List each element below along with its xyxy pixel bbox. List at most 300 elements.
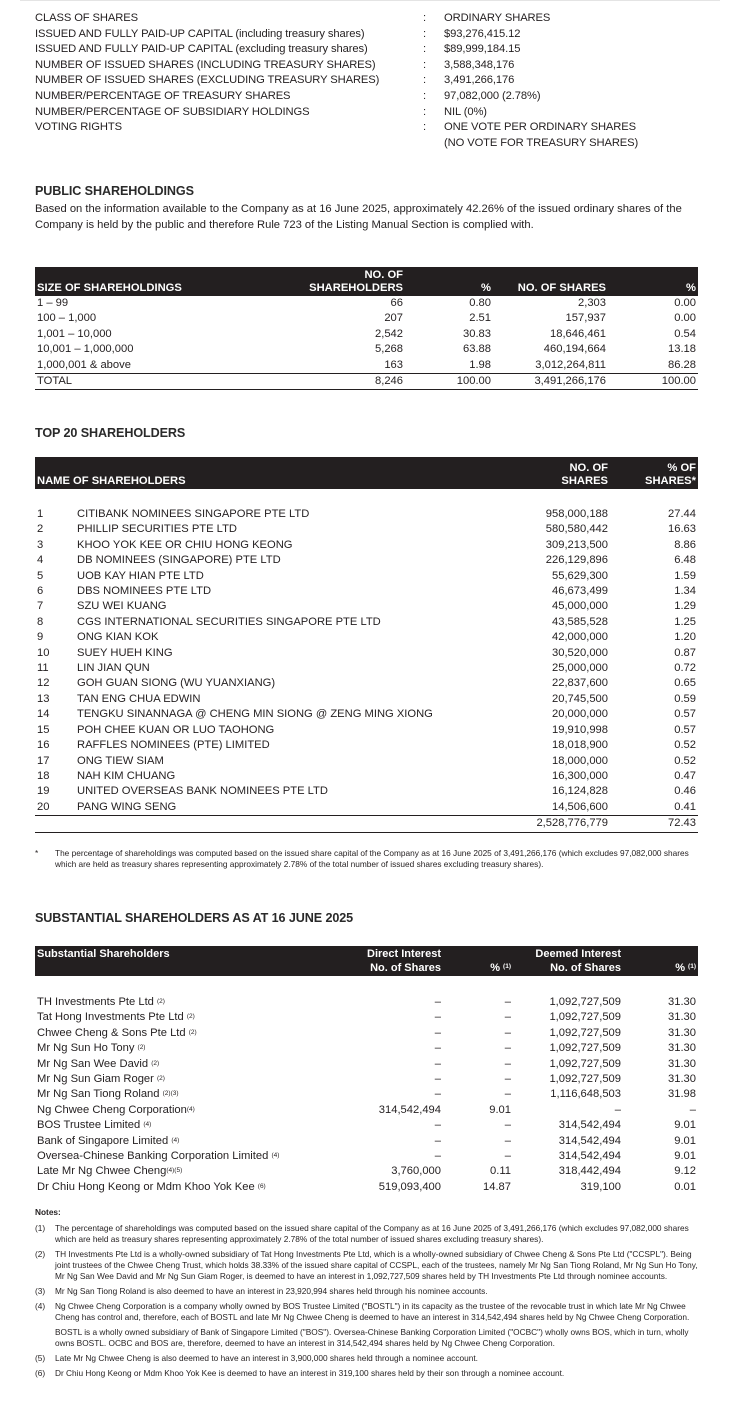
table-row xyxy=(35,800,698,816)
shareholder-name: Late Mr Ng Chwee Cheng xyxy=(37,1165,167,1178)
info-value: 97,082,000 (2.78%) xyxy=(444,89,541,102)
cell-shares: 460,194,664 xyxy=(543,343,606,356)
table-row xyxy=(35,311,698,326)
cell-holders: 207 xyxy=(384,312,403,325)
table-row xyxy=(35,1180,698,1195)
cell-shares: 19,910,998 xyxy=(552,723,608,736)
cell-deemed: 319,100 xyxy=(580,1180,621,1193)
note-item xyxy=(35,1368,700,1379)
cell-shares: 226,129,896 xyxy=(545,554,608,567)
cell-rank: 11 xyxy=(37,662,49,675)
cell-shares: 42,000,000 xyxy=(552,631,608,644)
header-size: SIZE OF SHAREHOLDINGS xyxy=(35,267,235,296)
cell-pct2: 0.00 xyxy=(674,312,696,325)
cell-name: RAFFLES NOMINEES (PTE) LIMITED xyxy=(77,739,270,752)
note-ref: (2) xyxy=(157,1075,165,1083)
note-paragraph: Dr Chiu Hong Keong or Mdm Khoo Yok Kee is deemed to have an interest in 319,100 shares held by their son through a nominee account. xyxy=(55,1368,565,1378)
cell-name: KHOO YOK KEE OR CHIU HONG KEONG xyxy=(77,538,293,551)
cell-deemed: 1,092,727,509 xyxy=(549,1057,621,1070)
cell-direct: – xyxy=(434,1026,441,1039)
total-shares: 2,528,776,779 xyxy=(475,816,610,832)
header-direct-shares: Direct Interest No. of Shares xyxy=(325,946,443,976)
note-item xyxy=(35,1286,700,1297)
cell-pct: 0.72 xyxy=(674,662,696,675)
cell-direct-pct: – xyxy=(504,1134,511,1147)
shareholder-name: Ng Chwee Cheng Corporation xyxy=(37,1103,187,1116)
table-row xyxy=(35,661,698,676)
cell-name xyxy=(35,1087,325,1102)
cell-pct: 0.47 xyxy=(674,769,696,782)
cell-deemed: 318,442,494 xyxy=(558,1165,621,1178)
cell-size: 100 – 1,000 xyxy=(37,312,97,325)
cell-shares: 45,000,000 xyxy=(552,600,608,613)
top-divider xyxy=(20,0,720,1)
cell-shares: 20,745,500 xyxy=(552,692,608,705)
cell-pct: 8.86 xyxy=(674,538,696,551)
cell-name: CITIBANK NOMINEES SINGAPORE PTE LTD xyxy=(77,508,310,520)
cell-direct-pct: – xyxy=(504,1011,511,1024)
cell-name xyxy=(35,1010,325,1025)
cell-pct: 6.48 xyxy=(674,554,696,567)
cell-deemed-pct: 31.30 xyxy=(668,1011,696,1024)
cell-direct-pct: – xyxy=(504,1073,511,1086)
info-label: ISSUED AND FULLY PAID-UP CAPITAL (including treasury shares) xyxy=(35,27,365,40)
info-label: NUMBER/PERCENTAGE OF SUBSIDIARY HOLDINGS xyxy=(35,105,310,118)
table-row xyxy=(35,522,698,537)
table-row xyxy=(35,1072,698,1087)
info-value: NIL (0%) xyxy=(444,105,487,118)
shareholder-name: Mr Ng Sun Ho Tony xyxy=(37,1042,138,1055)
note-item xyxy=(35,1353,700,1364)
info-label: NUMBER OF ISSUED SHARES (INCLUDING TREASURY SHARES) xyxy=(35,58,376,71)
cell-deemed-pct: 9.12 xyxy=(674,1165,696,1178)
table-row xyxy=(35,676,698,691)
cell-name: UOB KAY HIAN PTE LTD xyxy=(77,569,204,582)
note-body xyxy=(55,1223,700,1245)
note-ref: (2) xyxy=(157,998,165,1005)
table-row xyxy=(35,1026,698,1041)
top20-footnote: * The percentage of shareholdings was computed based on the issued share capital of the Company as at 16 June 2025 of 3,491,266,176 (which excludes 97,082,000 shares which are held as treasury shares representing approximately 2.78% of the total number of issued shares excluding treasury shares). xyxy=(35,848,689,869)
cell-pct: 0.59 xyxy=(674,692,696,705)
total-row xyxy=(35,816,698,832)
cell-size: 1,000,001 & above xyxy=(35,358,235,374)
shareholder-name: Mr Ng San Wee David xyxy=(37,1057,152,1070)
cell-deemed: 314,542,494 xyxy=(558,1119,621,1132)
cell-pct: 0.46 xyxy=(674,785,696,798)
info-label: ISSUED AND FULLY PAID-UP CAPITAL (excluding treasury shares) xyxy=(35,43,368,56)
cell-rank: 19 xyxy=(37,785,50,798)
note-ref: (4) xyxy=(186,1105,195,1113)
note-body xyxy=(55,1249,700,1282)
cell-deemed: – xyxy=(614,1103,621,1116)
note-ref: (4) xyxy=(271,1152,280,1160)
table-row xyxy=(35,342,698,357)
cell-deemed-pct: 31.30 xyxy=(668,1073,696,1086)
cell-shares: 309,213,500 xyxy=(545,538,608,551)
cell-rank: 18 xyxy=(37,769,50,782)
info-value: $89,999,184.15 xyxy=(444,43,521,56)
shareholder-name: Tat Hong Investments Pte Ltd xyxy=(37,1011,187,1024)
note-ref: (2) xyxy=(151,1059,160,1067)
cell-rank: 5 xyxy=(37,569,44,582)
note-item xyxy=(35,1223,700,1245)
cell-pct: 0.52 xyxy=(674,739,696,752)
cell-pct1: 1.98 xyxy=(405,358,493,374)
table-row xyxy=(35,769,698,784)
spacer-row xyxy=(35,976,698,995)
cell-pct: 0.41 xyxy=(610,800,698,816)
note-ref: (6) xyxy=(257,1182,266,1190)
cell-size: 1,001 – 10,000 xyxy=(37,327,112,340)
cell-deemed: 1,092,727,509 xyxy=(549,1026,621,1039)
info-row xyxy=(35,73,715,89)
cell-shares: 55,629,300 xyxy=(552,569,608,582)
cell-rank: 4 xyxy=(37,554,44,567)
table-header xyxy=(35,267,698,296)
info-colon: : xyxy=(423,121,427,134)
table-row xyxy=(35,358,698,374)
shareholder-name: Chwee Cheng & Sons Pte Ltd xyxy=(37,1026,189,1039)
cell-holders: 2,542 xyxy=(375,327,403,340)
public-shareholdings-text: Based on the information available to the Company as at 16 June 2025, approximately 42.26% of the issued ordinary shares of the Company is held by the public and therefore Rule 723 of the Listing Manual Section is complied with. xyxy=(35,203,682,231)
cell-direct-pct: – xyxy=(504,996,511,1008)
cell-rank: 16 xyxy=(37,739,50,752)
total-pct: 72.43 xyxy=(610,816,698,832)
shareholding-distribution-table xyxy=(35,267,698,390)
table-row xyxy=(35,1041,698,1056)
cell-rank: 13 xyxy=(37,692,50,705)
cell-rank: 6 xyxy=(37,585,44,598)
cell-name xyxy=(35,1134,325,1149)
top20-title: TOP 20 SHAREHOLDERS xyxy=(35,426,186,440)
cell-deemed-pct: 31.30 xyxy=(668,1026,696,1039)
cell-pct: 0.65 xyxy=(674,677,696,690)
cell-name: ONG KIAN KOK xyxy=(77,631,159,644)
shareholder-name: Bank of Singapore Limited xyxy=(37,1134,172,1147)
cell-rank: 3 xyxy=(37,538,44,551)
info-row xyxy=(35,136,715,152)
cell-pct1: 63.88 xyxy=(463,343,491,356)
cell-name: SUEY HUEH KING xyxy=(77,646,173,659)
info-value: ORDINARY SHARES xyxy=(444,12,551,24)
table-row xyxy=(35,692,698,707)
cell-direct: 519,093,400 xyxy=(378,1180,441,1193)
spacer-row xyxy=(35,489,698,507)
total-holders: 8,246 xyxy=(235,374,405,390)
table-row xyxy=(35,507,698,522)
header-direct-pct: % $^{(1)}$ xyxy=(443,946,513,976)
cell-pct: 27.44 xyxy=(668,508,696,520)
header-holders: NO. OF SHAREHOLDERS xyxy=(235,267,405,296)
cell-pct: 0.57 xyxy=(674,708,696,721)
cell-pct: 0.87 xyxy=(674,646,696,659)
total-shares: 3,491,266,176 xyxy=(493,374,608,390)
header-shares: NO. OF SHARES xyxy=(475,457,610,489)
note-ref: (2) xyxy=(137,1044,146,1052)
cell-shares: 3,012,264,811 xyxy=(493,358,608,374)
cell-rank: 15 xyxy=(37,723,50,736)
cell-pct: 16.63 xyxy=(668,523,696,536)
cell-direct: – xyxy=(434,1011,441,1024)
table-row xyxy=(35,584,698,599)
note-ref: (2) xyxy=(188,1028,197,1036)
total-size: TOTAL xyxy=(35,374,235,390)
cell-direct: – xyxy=(434,1088,441,1101)
cell-shares: 20,000,000 xyxy=(552,708,608,721)
info-colon: : xyxy=(423,43,427,56)
info-row xyxy=(35,27,715,43)
note-body xyxy=(55,1286,488,1297)
cell-pct: 1.25 xyxy=(674,615,696,628)
table-row xyxy=(35,784,698,799)
cell-name xyxy=(35,1057,325,1072)
header-deemed-shares: Deemed Interest No. of Shares xyxy=(513,946,623,976)
info-colon: : xyxy=(423,74,427,87)
cell-rank: 9 xyxy=(37,631,44,644)
cell-direct-pct: – xyxy=(504,1119,511,1132)
cell-deemed-pct: 9.01 xyxy=(674,1119,696,1132)
table-row xyxy=(35,615,698,630)
info-row xyxy=(35,105,715,121)
cell-name: ONG TIEW SIAM xyxy=(77,754,164,767)
shareholder-name: TH Investments Pte Ltd xyxy=(37,996,158,1008)
note-ref: (4)(5) xyxy=(166,1167,183,1175)
header-shares: NO. OF SHARES xyxy=(493,267,608,296)
info-value: (NO VOTE FOR TREASURY SHARES) xyxy=(444,136,639,149)
info-value: ONE VOTE PER ORDINARY SHARES xyxy=(444,121,636,134)
cell-name: TENGKU SINANNAGA @ CHENG MIN SIONG @ ZENG MING XIONG xyxy=(77,708,433,721)
cell-name: PANG WING SENG xyxy=(75,800,475,816)
cell-deemed-pct: – xyxy=(689,1103,696,1116)
cell-name xyxy=(35,1103,325,1118)
cell-name: POH CHEE KUAN OR LUO TAOHONG xyxy=(77,723,275,736)
note-number: (4) xyxy=(35,1301,46,1311)
note-body xyxy=(55,1301,700,1349)
note-paragraph: The percentage of shareholdings was computed based on the issued share capital of the Company as at 16 June 2025 of 3,491,266,176 (which excludes 97,082,000 shares which are held as treasury shares representing approximately 2.78% of the total number of issued shares excluding treasury shares). xyxy=(55,1223,689,1244)
note-item xyxy=(35,1301,700,1349)
info-value: $93,276,415.12 xyxy=(444,27,521,40)
table-row xyxy=(35,754,698,769)
header-pct-shares: % xyxy=(608,267,698,296)
cell-pct2: 0.54 xyxy=(674,327,696,340)
table-row xyxy=(35,538,698,553)
cell-rank: 10 xyxy=(37,646,50,659)
public-shareholdings-title: PUBLIC SHAREHOLDINGS xyxy=(35,184,194,198)
cell-size: 1 – 99 xyxy=(37,297,69,309)
cell-pct1: 2.51 xyxy=(469,312,491,325)
note-ref: (2)(3) xyxy=(162,1090,179,1098)
cell-shares: 2,303 xyxy=(578,297,606,309)
header-name: Substantial Shareholders xyxy=(35,946,325,976)
table-row xyxy=(35,1057,698,1072)
cell-rank: 12 xyxy=(37,677,50,690)
cell-name: LIN JIAN QUN xyxy=(77,662,150,675)
shareholder-name: Oversea-Chinese Banking Corporation Limited xyxy=(37,1150,272,1163)
table-row xyxy=(35,995,698,1010)
cell-name xyxy=(35,1072,325,1087)
cell-deemed-pct: 0.01 xyxy=(674,1180,696,1193)
table-row xyxy=(35,1087,698,1102)
cell-pct2: 13.18 xyxy=(668,343,696,356)
notes-title: Notes: xyxy=(35,1207,61,1217)
cell-holders: 5,268 xyxy=(375,343,403,356)
cell-direct-pct: 0.11 xyxy=(490,1165,511,1178)
notes-section xyxy=(35,1207,700,1383)
cell-pct: 1.20 xyxy=(674,631,696,644)
cell-direct-pct: – xyxy=(504,1026,511,1039)
cell-shares: 580,580,442 xyxy=(545,523,608,536)
cell-deemed-pct: 31.30 xyxy=(668,1042,696,1055)
cell-name: PHILLIP SECURITIES PTE LTD xyxy=(77,523,237,536)
cell-shares: 25,000,000 xyxy=(552,662,608,675)
table-row xyxy=(35,630,698,645)
note-item xyxy=(35,1249,700,1282)
cell-direct-pct: 9.01 xyxy=(489,1103,511,1116)
cell-rank: 17 xyxy=(37,754,50,767)
cell-rank: 14 xyxy=(37,708,50,721)
cell-direct: – xyxy=(434,1134,441,1147)
table-row xyxy=(35,1149,698,1164)
cell-name: NAH KIM CHUANG xyxy=(77,769,176,782)
cell-direct: – xyxy=(434,1073,441,1086)
cell-pct: 0.57 xyxy=(674,723,696,736)
cell-direct: – xyxy=(434,1042,441,1055)
cell-direct: – xyxy=(434,1057,441,1070)
substantial-title: SUBSTANTIAL SHAREHOLDERS AS AT 16 JUNE 2025 xyxy=(35,911,354,925)
table-row xyxy=(35,1118,698,1133)
total-pct1: 100.00 xyxy=(405,374,493,390)
table-row xyxy=(35,1164,698,1179)
info-label: VOTING RIGHTS xyxy=(35,121,122,134)
note-ref: (4) xyxy=(171,1136,180,1144)
header-pct-holders: % xyxy=(405,267,493,296)
cell-name xyxy=(35,1164,325,1179)
note-number: (1) xyxy=(35,1223,46,1233)
cell-deemed-pct: 31.30 xyxy=(668,1057,696,1070)
cell-deemed: 314,542,494 xyxy=(558,1150,621,1163)
cell-direct-pct: – xyxy=(504,1088,511,1101)
cell-pct: 0.52 xyxy=(674,754,696,767)
cell-name: SZU WEI KUANG xyxy=(77,600,167,613)
cell-pct2: 86.28 xyxy=(608,358,698,374)
header-deemed-pct: % $^{(1)}$ xyxy=(623,946,698,976)
cell-direct: 3,760,000 xyxy=(391,1165,441,1178)
cell-name: GOH GUAN SIONG (WU YUANXIANG) xyxy=(77,677,276,690)
cell-deemed-pct: 9.01 xyxy=(674,1134,696,1147)
cell-direct-pct: – xyxy=(504,1042,511,1055)
note-number: (6) xyxy=(35,1368,46,1378)
cell-direct: – xyxy=(434,996,441,1008)
cell-pct1: 0.80 xyxy=(469,297,491,309)
cell-deemed: 1,116,648,503 xyxy=(550,1088,621,1101)
cell-shares: 157,937 xyxy=(565,312,606,325)
info-row xyxy=(35,120,715,136)
table-header xyxy=(35,457,698,489)
cell-shares: 43,585,528 xyxy=(552,615,608,628)
note-paragraph: Ng Chwee Cheng Corporation is a company wholly owned by BOS Trustee Limited ("BOSTL") in its capacity as the trustee of the revocable trust in which late Mr Ng Chwee Cheng has control and, therefore, each of BOSTL and late Mr Ng Chwee Cheng is deemed to have an interest in 314,542,494 shares held by Ng Chwee Cheng Corporation. xyxy=(55,1301,690,1322)
cell-shares: 46,673,499 xyxy=(552,585,608,598)
cell-direct-pct: 14.87 xyxy=(483,1180,511,1193)
table-row xyxy=(35,569,698,584)
cell-direct: – xyxy=(434,1119,441,1132)
info-value: 3,491,266,176 xyxy=(444,74,515,87)
cell-pct1: 30.83 xyxy=(463,327,491,340)
cell-name xyxy=(35,1041,325,1056)
cell-deemed: 1,092,727,509 xyxy=(549,996,621,1008)
cell-direct: 314,542,494 xyxy=(378,1103,441,1116)
table-row xyxy=(35,599,698,614)
info-label: NUMBER OF ISSUED SHARES (EXCLUDING TREASURY SHARES) xyxy=(35,74,380,87)
info-row xyxy=(35,89,715,105)
table-row xyxy=(35,1103,698,1118)
info-label: CLASS OF SHARES xyxy=(35,12,138,24)
note-number: (2) xyxy=(35,1249,46,1259)
shareholder-name: Dr Chiu Hong Keong or Mdm Khoo Yok Kee xyxy=(37,1180,258,1193)
info-colon xyxy=(423,136,444,152)
info-label: NUMBER/PERCENTAGE OF TREASURY SHARES xyxy=(35,89,291,102)
note-paragraph: Late Mr Ng Chwee Cheng is also deemed to have an interest in 3,900,000 shares held through a nominee account. xyxy=(55,1353,478,1363)
note-ref: (4) xyxy=(143,1121,152,1129)
table-row xyxy=(35,1134,698,1149)
cell-name: DB NOMINEES (SINGAPORE) PTE LTD xyxy=(77,554,281,567)
header-pct: % OF SHARES* xyxy=(610,457,698,489)
cell-direct: – xyxy=(434,1150,441,1163)
total-pct2: 100.00 xyxy=(608,374,698,390)
substantial-shareholders-table xyxy=(35,946,698,1195)
note-paragraph: BOSTL is a wholly owned subsidiary of Bank of Singapore Limited ("BOS"). Oversea-Chinese Banking Corporation Limited ("OCBC") wholly owns BOS, which in turn, wholly owns BOSTL. OCBC and BOS are, therefore, deemed to have an interest in 314,542,494 shares held by Ng Chwee Cheng Corporation. xyxy=(55,1327,689,1348)
note-body xyxy=(55,1353,478,1364)
info-colon: : xyxy=(423,105,427,118)
cell-name: DBS NOMINEES PTE LTD xyxy=(77,585,212,598)
note-paragraph: Mr Ng San Tiong Roland is also deemed to have an interest in 23,920,994 shares held through his nominee accounts. xyxy=(55,1286,488,1296)
note-ref: (2) xyxy=(186,1013,195,1021)
cell-name xyxy=(35,1118,325,1133)
note-number: (3) xyxy=(35,1286,46,1296)
cell-shares: 22,837,600 xyxy=(552,677,608,690)
table-row xyxy=(35,646,698,661)
cell-size: 10,001 – 1,000,000 xyxy=(37,343,134,356)
info-row xyxy=(35,11,715,27)
shareholder-name: BOS Trustee Limited xyxy=(37,1119,144,1132)
cell-rank: 1 xyxy=(37,508,44,520)
table-row xyxy=(35,296,698,311)
cell-deemed-pct: 9.01 xyxy=(674,1150,696,1163)
note-paragraph: TH Investments Pte Ltd is a wholly-owned subsidiary of Tat Hong Investments Pte Ltd, which is a wholly-owned subsidiary of Chwee Cheng & Sons Pte Ltd ("CCSPL"). Being joint trustees of the Chwee Cheng Trust, which holds 38.33% of the issued share capital of CCSPL, each of the trustees, namely Mr Ng San Tiong Roland, Mr Ng Sun Ho Tony, Mr Ng San Wee David and Mr Ng Sun Giam Roger, is deemed to have an interest in 1,092,727,509 shares held by TH Investments Pte Ltd through nominee accounts. xyxy=(55,1249,698,1281)
cell-shares: 16,300,000 xyxy=(552,769,608,782)
table-row xyxy=(35,327,698,342)
cell-shares: 18,000,000 xyxy=(552,754,608,767)
cell-pct: 1.29 xyxy=(674,600,696,613)
cell-shares: 14,506,600 xyxy=(475,800,610,816)
table-header xyxy=(35,946,698,976)
cell-name: TAN ENG CHUA EDWIN xyxy=(77,692,201,705)
cell-name xyxy=(35,1026,325,1041)
table-row xyxy=(35,1010,698,1025)
cell-pct: 1.59 xyxy=(674,569,696,582)
cell-deemed: 1,092,727,509 xyxy=(549,1073,621,1086)
cell-shares: 18,646,461 xyxy=(550,327,606,340)
cell-name xyxy=(35,1149,325,1164)
cell-pct: 1.34 xyxy=(674,585,696,598)
share-capital-info xyxy=(35,11,715,151)
info-colon: : xyxy=(423,12,427,24)
cell-pct2: 0.00 xyxy=(674,297,696,309)
info-row xyxy=(35,42,715,58)
cell-name xyxy=(35,1180,325,1195)
cell-shares: 16,124,828 xyxy=(552,785,608,798)
cell-deemed: 314,542,494 xyxy=(558,1134,621,1147)
cell-shares: 30,520,000 xyxy=(552,646,608,659)
